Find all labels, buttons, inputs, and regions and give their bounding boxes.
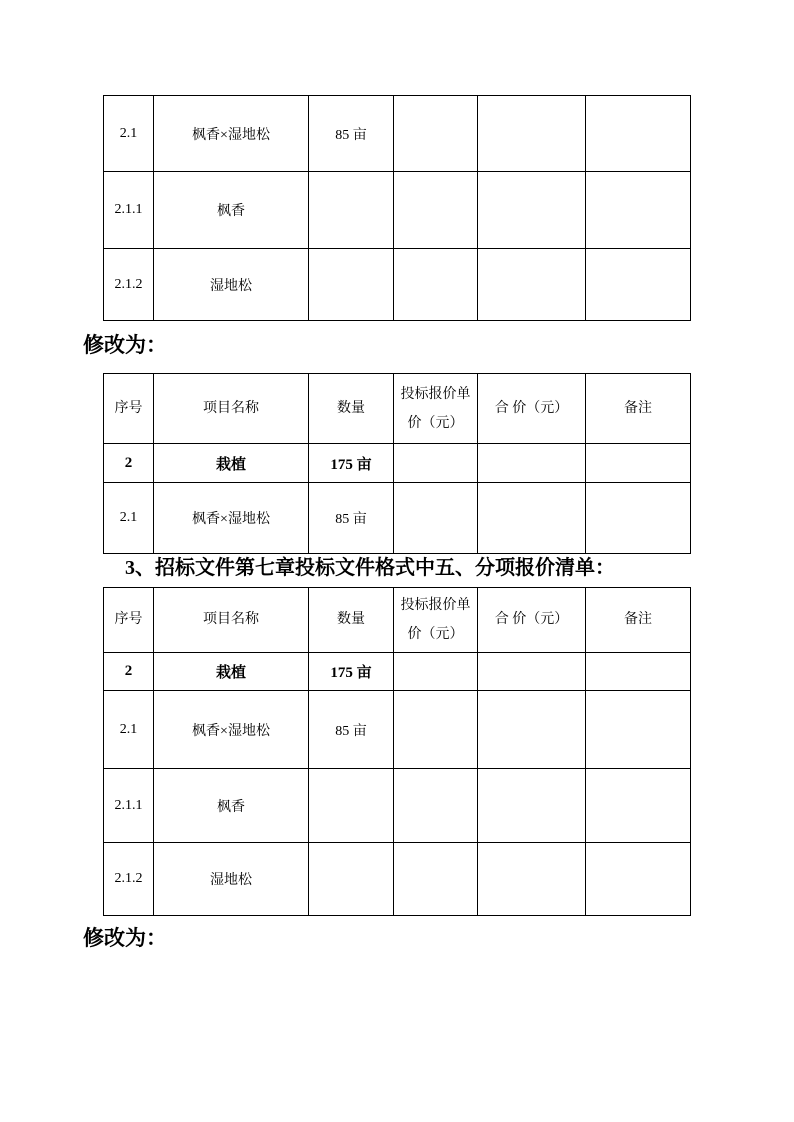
cell-unit-price xyxy=(394,172,478,249)
table-row xyxy=(104,172,691,249)
table-row-summary xyxy=(104,653,691,691)
header-unit-price xyxy=(394,588,478,653)
cell-serial-no: 2 xyxy=(104,444,154,483)
cell-unit-price xyxy=(394,691,478,769)
section-3-heading: 3、招标文件第七章投标文件格式中五、分项报价清单： xyxy=(125,557,615,579)
table-row xyxy=(104,249,691,321)
cell-quantity xyxy=(309,843,394,916)
cell-item-name: 枫香×湿地松 xyxy=(154,483,309,554)
cell-remark xyxy=(586,843,691,916)
cell-total-price xyxy=(478,691,586,769)
header-item-name: 项目名称 xyxy=(154,588,309,653)
cell-unit-price xyxy=(394,653,478,691)
cell-total-price xyxy=(478,653,586,691)
cell-quantity: 175 亩 xyxy=(309,444,394,483)
cell-serial-no: 2 xyxy=(104,653,154,691)
cell-unit-price xyxy=(394,249,478,321)
cell-total-price xyxy=(478,172,586,249)
table-row xyxy=(104,691,691,769)
cell-item-name: 栽植 xyxy=(154,653,309,691)
cell-serial-no: 2.1 xyxy=(104,691,154,769)
header-serial-no: 序号 xyxy=(104,374,154,444)
header-total-price: 合 价（元） xyxy=(478,588,586,653)
cell-item-name: 枫香×湿地松 xyxy=(154,691,309,769)
cell-remark xyxy=(586,483,691,554)
table-row-summary xyxy=(104,444,691,483)
header-unit-price-line2: 价（元） xyxy=(407,415,464,431)
header-remark: 备注 xyxy=(586,588,691,653)
revised-price-table xyxy=(103,373,691,554)
cell-total-price xyxy=(478,249,586,321)
header-remark: 备注 xyxy=(586,374,691,444)
cell-remark xyxy=(586,172,691,249)
header-unit-price-line1: 投标报价单 xyxy=(400,598,471,613)
table-header-row xyxy=(104,588,691,653)
table-row xyxy=(104,483,691,554)
table-row xyxy=(104,769,691,843)
cell-item-name: 栽植 xyxy=(154,444,309,483)
cell-total-price xyxy=(478,843,586,916)
cell-remark xyxy=(586,769,691,843)
cell-item-name: 枫香×湿地松 xyxy=(154,96,309,172)
table-row xyxy=(104,96,691,172)
cell-item-name: 湿地松 xyxy=(154,249,309,321)
cell-serial-no: 2.1.1 xyxy=(104,769,154,843)
cell-quantity: 85 亩 xyxy=(309,691,394,769)
cell-quantity xyxy=(309,172,394,249)
cell-unit-price xyxy=(394,843,478,916)
header-total-price: 合 价（元） xyxy=(478,374,586,444)
modify-to-label: 修改为： xyxy=(83,926,167,950)
header-item-name: 项目名称 xyxy=(154,374,309,444)
cell-serial-no: 2.1 xyxy=(104,96,154,172)
cell-quantity xyxy=(309,249,394,321)
cell-item-name: 枫香 xyxy=(154,172,309,249)
header-quantity: 数量 xyxy=(309,374,394,444)
cell-remark xyxy=(586,96,691,172)
cell-remark xyxy=(586,249,691,321)
cell-unit-price xyxy=(394,444,478,483)
cell-total-price xyxy=(478,96,586,172)
cell-remark xyxy=(586,691,691,769)
cell-unit-price xyxy=(394,483,478,554)
price-table-continued xyxy=(103,95,691,321)
cell-quantity: 85 亩 xyxy=(309,483,394,554)
table-row xyxy=(104,843,691,916)
header-unit-price-line2: 价（元） xyxy=(407,627,464,642)
table-header-row xyxy=(104,374,691,444)
cell-unit-price xyxy=(394,769,478,843)
cell-total-price xyxy=(478,769,586,843)
cell-remark xyxy=(586,444,691,483)
cell-serial-no: 2.1.2 xyxy=(104,249,154,321)
cell-quantity: 85 亩 xyxy=(309,96,394,172)
cell-unit-price xyxy=(394,96,478,172)
cell-quantity: 175 亩 xyxy=(309,653,394,691)
cell-serial-no: 2.1.2 xyxy=(104,843,154,916)
header-unit-price xyxy=(394,374,478,444)
itemized-price-table xyxy=(103,587,691,916)
cell-item-name: 湿地松 xyxy=(154,843,309,916)
cell-total-price xyxy=(478,483,586,554)
header-serial-no: 序号 xyxy=(104,588,154,653)
cell-total-price xyxy=(478,444,586,483)
header-unit-price-line1: 投标报价单 xyxy=(400,386,471,402)
cell-serial-no: 2.1.1 xyxy=(104,172,154,249)
cell-quantity xyxy=(309,769,394,843)
cell-remark xyxy=(586,653,691,691)
cell-item-name: 枫香 xyxy=(154,769,309,843)
cell-serial-no: 2.1 xyxy=(104,483,154,554)
modify-to-label: 修改为： xyxy=(83,333,167,357)
header-quantity: 数量 xyxy=(309,588,394,653)
